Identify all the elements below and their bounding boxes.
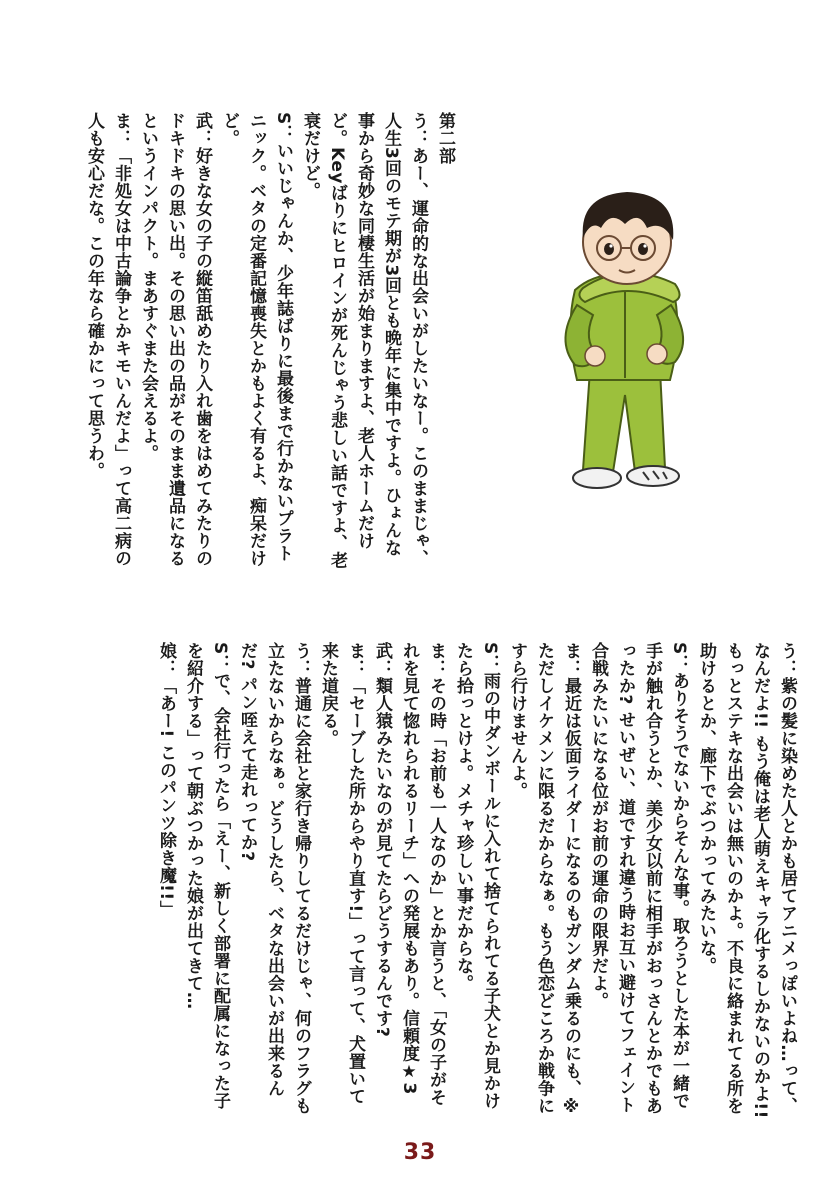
dialogue-line: ま：最近は仮面ライダーになるのもガンダム乗るのにも、※ただしイケメンに限るだからなぁ。もう色恋どころか戦争にすら行けませんよ。 [507,642,581,1118]
dialogue-line: 武：好きな女の子の縦笛舐めたり入れ歯をはめてみたりのドキドキの思い出。その思い出の品がそのまま遺品になるというインパクト。まあすぐまた会えるよ。 [138,112,212,567]
page-number: 33 [403,1140,437,1165]
bottom-dialogue-block [100,642,800,1120]
boy-illustration-icon [535,180,715,500]
top-dialogue-block [84,112,458,570]
dialogue-line: ま：「セーブした所からやり直す!」って言って、犬置いて来た道戻る。 [318,642,365,1106]
dialogue-line: S：で、会社行ったら「えー、新しく部署に配属になった子を紹介する」って朝ぶつかった娘が出てきて… [183,642,230,1110]
dialogue-line: う：紫の髪に染めた人とかも居てアニメっぽいよね…って、なんだよ!! もう俺は老人萌えキャラ化するしかないのかよ!! もっとステキな出会いは無いのかよ。不良に絡まれてる所を助けるとか、廊下でぶつかってみたいな。 [696,642,797,1119]
dialogue-line: 娘：「あー! このパンツ除き魔!!」 [156,642,176,919]
dialogue-line: う：普通に会社と家行き帰りしてるだけじゃ、何のフラグも立たないからなぁ。どうしたら、ベタな出会いが出来るんだ? パン咥えて走れってか? [237,642,311,1115]
dialogue-line: S：雨の中ダンボールに入れて捨てられてる子犬とか見かけたら拾っとけよ。メチャ珍しい事だからな。 [453,642,500,1110]
dialogue-line: S：ありそうでないからそんな事。取ろうとした本が一緒で手が触れ合うとか、美少女以前に相手がおっさんとかでもあったか? せいぜい、道ですれ違う時お互い避けてフェイント合戦みたいになる位がお前の運命の限界だよ。 [588,642,689,1115]
section-heading: 第二部 [435,112,455,165]
dialogue-line: ま：「非処女は中古論争とかキモいんだよ」って高二病の人も安心だな。この年なら確かにって思うわ。 [84,112,131,567]
dialogue-line: 武：類人猿みたいなのが見てたらどうするんです? [372,642,392,1038]
dialogue-line: S：いいじゃんか、少年誌ばりに最後まで行かないプラトニック。ベタの定番記憶喪失とかもよく有るよ、痴呆だけど。 [219,112,293,567]
dialogue-line: う：あー、運命的な出会いがしたいなー。このままじゃ、人生3回のモテ期が3回とも晩年に集中ですよ。ひょんな事から奇妙な同棲生活が始まりますよ、老人ホームだけど。Keyばりにヒロインが死んじゃう悲しい話ですよ、老衰だけど。 [300,112,428,569]
dialogue-line: ま：その時「お前も一人なのか」とか言うと、「女の子がそれを見て惚れられるリーチ」への発展もあり。信頼度★3 [399,642,446,1106]
